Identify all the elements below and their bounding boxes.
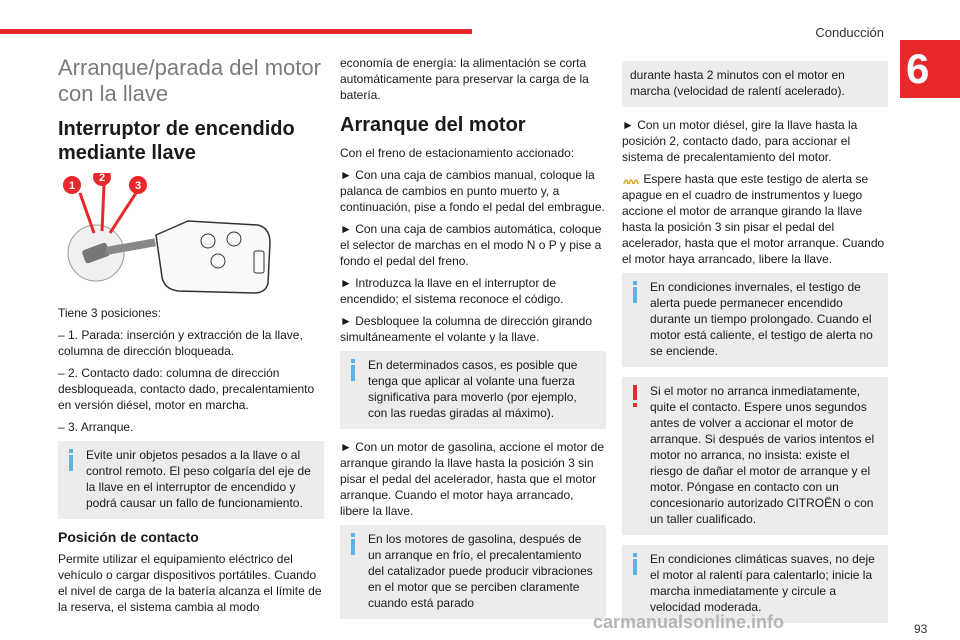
callout-3-label: 3 bbox=[134, 180, 142, 192]
positions-intro: Tiene 3 posiciones: bbox=[58, 306, 161, 320]
step-automatic-gearbox: ► Con una caja de cambios automática, coloque el selector de marchas en el modo N o P y pise a fondo el pedal del freno. bbox=[340, 222, 602, 268]
callout-2-label: 2 bbox=[98, 173, 106, 184]
section-label: Conducción bbox=[815, 25, 884, 40]
contact-position-text: Permite utilizar el equipamiento eléctrico del vehículo o cargar dispositivos portátiles. Cuando el nivel de carga de la batería alcanza el límite de la reserva, el sistema cambia al modo bbox=[58, 552, 322, 614]
info-note bbox=[340, 351, 606, 429]
engine-start-title: Arranque del motor bbox=[340, 114, 526, 136]
info-note-continued bbox=[622, 61, 888, 107]
info-icon bbox=[66, 449, 76, 471]
column-2 bbox=[340, 55, 606, 629]
info-icon bbox=[630, 553, 640, 575]
info-icon bbox=[348, 359, 358, 381]
info-note bbox=[622, 273, 888, 367]
step-unlock-steering: ► Desbloquee la columna de dirección girando simultáneamente el volante y la llave. bbox=[340, 314, 593, 344]
step-insert-key: ► Introduzca la llave en el interruptor de encendido; el sistema reconoce el código. bbox=[340, 276, 564, 306]
step-manual-gearbox: ► Con una caja de cambios manual, coloque la palanca de cambios en punto muerto y, a continuación, pise a fondo el pedal del embrague. bbox=[340, 168, 605, 214]
info-note bbox=[58, 441, 324, 519]
energy-economy-text: economía de energía: la alimentación se corta automáticamente para preservar la carga de la batería. bbox=[340, 56, 589, 102]
column-3 bbox=[622, 55, 888, 633]
diesel-engine-text: ► Con un motor diésel, gire la llave hasta la posición 2, contacto dado, para accionar el sistema de precalentamiento del motor. bbox=[622, 118, 858, 164]
warning-note bbox=[622, 377, 888, 535]
preheat-warning-icon bbox=[622, 174, 640, 186]
key-illustration bbox=[58, 173, 280, 295]
info-note-text: En los motores de gasolina, después de un arranque en frío, el precalentamiento del catalizador puede producir vibraciones en el motor que se perciben claramente cuando está parado bbox=[368, 532, 593, 610]
page-number: 93 bbox=[914, 622, 928, 636]
contact-position-title: Posición de contacto bbox=[58, 529, 199, 545]
position-3: – 3. Arranque. bbox=[58, 420, 134, 434]
position-1: – 1. Parada: inserción y extracción de la llave, columna de dirección bloqueada. bbox=[58, 328, 303, 358]
info-note-text: En condiciones climáticas suaves, no deje el motor al ralentí para calentarlo; inicie la marcha inmediatamente y circule a velocidad moderada. bbox=[650, 552, 875, 614]
info-note bbox=[340, 525, 606, 619]
gasoline-engine-text: ► Con un motor de gasolina, accione el motor de arranque girando la llave hasta la posición 3 sin pisar el pedal del acelerador, hasta que el motor arranque. Cuando el motor haya arrancado, libere la llave. bbox=[340, 440, 605, 518]
diesel-preheat-text: Espere hasta que este testigo de alerta se apague en el cuadro de instrumentos y luego accione el motor de arranque girando la llave hasta la posición 3 sin pisar el pedal del acelerador, hasta que el motor arranque. Cuando el motor haya arrancado, libere la llave. bbox=[622, 172, 885, 266]
info-icon bbox=[348, 533, 358, 555]
warning-note-text: Si el motor no arranca inmediatamente, quite el contacto. Espere unos segundos antes de volver a accionar el motor de arranque. Si después de varios intentos el motor no arranca, no insista: existe el riesgo de dañar el motor de arranque y el motor. Póngase en contacto con un concesionario autorizado CITROËN o con un taller cualificado. bbox=[650, 384, 875, 526]
chapter-number: 6 bbox=[900, 40, 960, 98]
header-accent-bar bbox=[0, 29, 472, 34]
info-note-text: En condiciones invernales, el testigo de alerta puede permanecer encendido durante un tiempo prolongado. Cuando el motor está caliente, el testigo de alerta no se enciende. bbox=[650, 280, 873, 358]
watermark: carmanualsonline.info bbox=[593, 612, 785, 632]
info-note-text: Evite unir objetos pesados a la llave o al control remoto. El peso colgaría del eje de la llave en el interruptor de encendido y podrá causar un fallo de funcionamiento. bbox=[86, 448, 311, 510]
position-2: – 2. Contacto dado: columna de dirección desbloqueada, contacto dado, precalentamiento en versión diésel, motor en marcha. bbox=[58, 366, 315, 412]
info-note-text: En determinados casos, es posible que tenga que aplicar al volante una fuerza significativa para moverlo (por ejemplo, con las ruedas giradas al máximo). bbox=[368, 358, 578, 420]
start-intro: Con el freno de estacionamiento accionado: bbox=[340, 146, 575, 160]
callout-1-label: 1 bbox=[68, 180, 76, 192]
info-icon bbox=[630, 281, 640, 303]
ignition-subtitle: Interruptor de encendido mediante llave bbox=[58, 118, 295, 164]
column-1 bbox=[58, 55, 324, 621]
page-title: Arranque/parada del motor con la llave bbox=[58, 55, 321, 106]
warning-icon bbox=[630, 385, 640, 407]
info-note-text: durante hasta 2 minutos con el motor en marcha (velocidad de ralentí acelerado). bbox=[630, 68, 845, 98]
